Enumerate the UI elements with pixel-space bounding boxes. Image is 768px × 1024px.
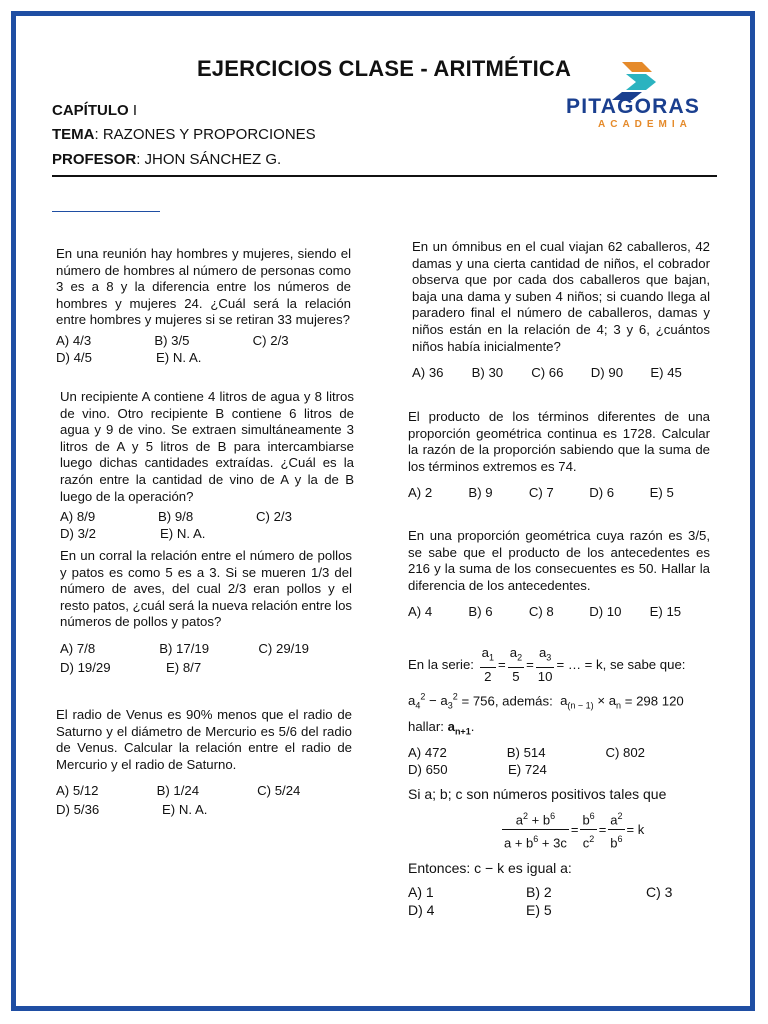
chapter-value: I bbox=[132, 102, 138, 119]
problem-7-options bbox=[408, 604, 710, 621]
option: C) 802 bbox=[605, 745, 646, 761]
option: E) N. A. bbox=[156, 349, 202, 365]
problem-1-options bbox=[56, 333, 351, 366]
option: B) 17/19 bbox=[159, 640, 210, 656]
option: D) 4 bbox=[408, 901, 435, 918]
option: A) 1 bbox=[408, 883, 434, 900]
option: E) 45 bbox=[650, 365, 682, 381]
option: B) 2 bbox=[526, 883, 552, 900]
problem-9 bbox=[408, 785, 718, 919]
series-intro: En la serie: bbox=[408, 656, 474, 672]
option: E) N. A. bbox=[162, 802, 208, 818]
teacher-label: PROFESOR bbox=[52, 151, 137, 168]
option: C) 2/3 bbox=[256, 509, 292, 525]
logo-subtitle: ACADEMIA bbox=[598, 119, 692, 130]
option: D) 3/2 bbox=[60, 525, 96, 541]
fraction-main: $\frac{a^2 + b^6}{a + b^6 + 3c}$ bbox=[502, 807, 569, 853]
problem-3-options bbox=[60, 639, 352, 677]
option: A) 8/9 bbox=[60, 509, 96, 525]
option: A) 472 bbox=[408, 745, 447, 761]
option: C) 2/3 bbox=[252, 332, 289, 348]
accent-line bbox=[52, 211, 160, 212]
series-line-2b: = 298 120 bbox=[624, 693, 684, 709]
problem-2 bbox=[60, 389, 354, 542]
option: C) 29/19 bbox=[258, 640, 309, 656]
problem-9-options bbox=[408, 883, 718, 919]
option: D) 19/29 bbox=[60, 659, 111, 675]
header-divider bbox=[52, 175, 717, 177]
option: A) 36 bbox=[412, 365, 444, 381]
fraction-a2-5: $\frac{a_2}{5}$ bbox=[509, 645, 523, 684]
option: D) 650 bbox=[408, 762, 448, 778]
option: B) 30 bbox=[471, 365, 504, 381]
problem-6 bbox=[408, 409, 710, 502]
option: B) 9 bbox=[468, 485, 493, 501]
problem-6-text: El producto de los términos diferentes de una proporción geométrica continua es 1728. Calcular la razón de la proporción sabiendo que la suma de los términos extremos es 74. bbox=[408, 409, 710, 474]
problem-7-text: En una proporción geométrica cuya razón es 3/5, se sabe que el producto de los antecedentes es 216 y la suma de los consecuentes es 50. Hallar la diferencia de los antecedentes. bbox=[408, 528, 710, 593]
option: A) 7/8 bbox=[60, 640, 96, 656]
fraction-a1-2: $\frac{a_1}{2}$ bbox=[481, 645, 495, 684]
teacher-line bbox=[52, 151, 281, 168]
problem-3-text: En un corral la relación entre el número de pollos y patos es como 5 es a 3. Si se mueren 1/3 del número de aves, del cual 2/3 eran pollos y el resto patos, ¿cuál será la nueva relación entre los números de pollos y patos? bbox=[60, 548, 352, 630]
problem-5 bbox=[412, 239, 710, 382]
chapter-label: CAPÍTULO bbox=[52, 102, 129, 119]
option: A) 4/3 bbox=[56, 332, 92, 348]
problem-3 bbox=[60, 548, 352, 677]
option: B) 3/5 bbox=[154, 332, 190, 348]
logo-name: PITAGORAS bbox=[566, 95, 701, 118]
option: C) 66 bbox=[531, 365, 564, 381]
topic-line bbox=[52, 126, 316, 143]
option: E) 15 bbox=[649, 604, 682, 620]
problem-5-text: En un ómnibus en el cual viajan 62 caballeros, 42 damas y una cierta cantidad de niños, el cobrador observa que por cada dos caballeros que bajan, baja una dama y suben 4 niños; si cuando llega al paradero final el número de caballeros, damas y niños están en la relación de 4; 3 y 6, ¿cuántos niños había inicialmente? bbox=[412, 239, 710, 354]
option: A) 5/12 bbox=[56, 783, 99, 799]
problem-4-text: El radio de Venus es 90% menos que el radio de Saturno y el diámetro de Mercurio es 5/6 del radio de Venus. Calcular la relación entre el radio de Mercurio y el radio de Saturno. bbox=[56, 707, 352, 772]
option: D) 6 bbox=[589, 485, 615, 501]
problem-8 bbox=[408, 644, 718, 778]
option: B) 514 bbox=[506, 745, 546, 761]
option: C) 3 bbox=[646, 883, 673, 900]
option: E) 724 bbox=[508, 762, 547, 778]
fraction-b6-c2: $\frac{b^6}{c^2}$ bbox=[580, 807, 596, 853]
option: E) 5 bbox=[649, 485, 674, 501]
series-line-3: hallar: $a_{n+1}$. bbox=[408, 718, 475, 737]
problem-7 bbox=[408, 528, 710, 621]
problem-1 bbox=[56, 246, 351, 366]
series-formula-2: $a_{(n - 1)} \times a_n$ bbox=[556, 693, 622, 711]
option: D) 5/36 bbox=[56, 802, 100, 818]
positive-intro: Si a; b; c son números positivos tales que bbox=[408, 786, 667, 802]
series-line-2a: = 756, además: bbox=[461, 693, 553, 709]
series-formula-1: $a_4^2 - a_3^2$ bbox=[408, 691, 458, 711]
problem-1-text: En una reunión hay hombres y mujeres, siendo el número de hombres al número de personas como 3 es a 8 y la diferencia entre los números de hombres y mujeres 24. ¿Cuál será la relación entre hombres y mujeres si se retiran 33 mujeres? bbox=[56, 246, 351, 328]
problem-8-options bbox=[408, 744, 718, 778]
option: C) 7 bbox=[528, 485, 554, 501]
positive-then: Entonces: c − k es igual a: bbox=[408, 859, 572, 876]
option: D) 4/5 bbox=[56, 349, 92, 365]
option: A) 2 bbox=[408, 485, 433, 501]
series-line-3-text: hallar: bbox=[408, 718, 444, 734]
fraction-a2-b6: $\frac{a^2}{b^6}$ bbox=[608, 807, 624, 853]
problem-2-text: Un recipiente A contiene 4 litros de agua y 8 litros de vino. Otro recipiente B contiene 6 litros de agua y 9 de vino. Se extraen simultáneamente 3 litros de A y 5 litros de B para intercambiarse luego dichas cantidades extraídas. ¿Cuál es la razón entre la cantidad de vino de A y la de B luego de la operación? bbox=[60, 389, 354, 504]
positive-equation: $\frac{a^2 + b^6}{a + b^6 + 3c}$ = $\frac{b^6}{c^2}$ = $\frac{a^2}{b^6}$ = k bbox=[500, 807, 718, 853]
topic-label: TEMA bbox=[52, 126, 95, 143]
problem-4-options bbox=[56, 781, 352, 819]
series-line-2 bbox=[408, 689, 718, 715]
option: B) 6 bbox=[468, 604, 493, 620]
option: D) 90 bbox=[590, 365, 624, 381]
option: D) 10 bbox=[589, 604, 622, 620]
option: C) 8 bbox=[528, 604, 554, 620]
problem-2-options bbox=[60, 509, 354, 542]
fraction-a3-10: $\frac{a_3}{10}$ bbox=[537, 645, 553, 684]
page-title: EJERCICIOS CLASE - ARITMÉTICA bbox=[196, 56, 572, 81]
problem-5-options bbox=[412, 365, 710, 382]
option: B) 9/8 bbox=[158, 509, 194, 525]
series-tail: = … = k, se sabe que: bbox=[556, 656, 686, 672]
problem-6-options bbox=[408, 485, 710, 502]
option: C) 5/24 bbox=[257, 783, 301, 799]
option: B) 1/24 bbox=[156, 783, 200, 799]
teacher-value: : JHON SÁNCHEZ G. bbox=[136, 151, 282, 168]
series-target: $a_{n+1}$ bbox=[447, 718, 471, 737]
option: A) 4 bbox=[408, 604, 433, 620]
option: E) N. A. bbox=[160, 525, 206, 541]
series-line-1: En la serie: $\frac{a_1}{2}$ = $\frac{a_2}{5}$ = $\frac{a_3}{10}$ = … = k, se sabe que: bbox=[408, 645, 686, 684]
topic-value: : RAZONES Y PROPORCIONES bbox=[94, 126, 316, 143]
chapter-line bbox=[52, 102, 137, 119]
option: E) 8/7 bbox=[166, 659, 202, 675]
equals-k: = k bbox=[626, 821, 645, 837]
option: E) 5 bbox=[526, 901, 552, 918]
problem-4 bbox=[56, 707, 352, 819]
